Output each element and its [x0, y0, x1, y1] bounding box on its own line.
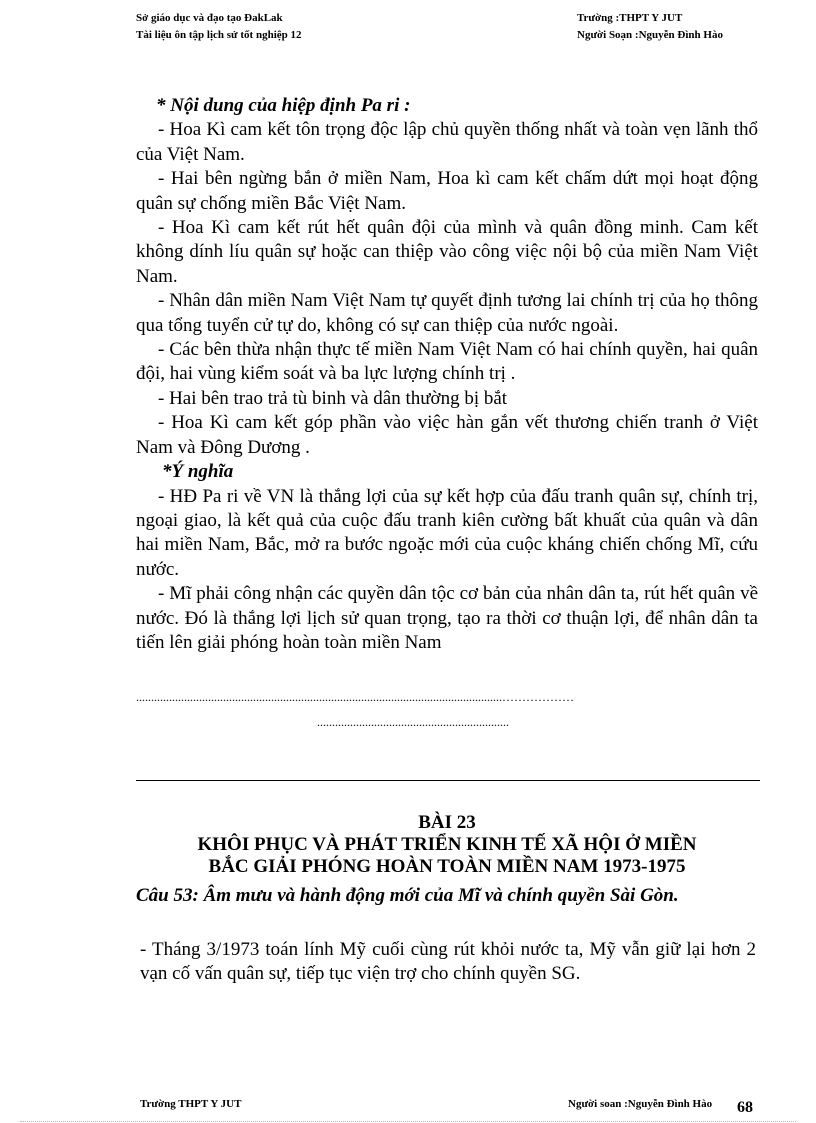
treaty-item: - Nhân dân miền Nam Việt Nam tự quyết định tương lai chính trị của họ thông qua tổng tuyển cử tự do, không có sự can thiệp của nước ngoài.	[136, 290, 758, 336]
treaty-item: - Hoa Kì cam kết tôn trọng độc lập chủ quyền thống nhất và toàn vẹn lãnh thổ của Việt Nam.	[136, 119, 758, 165]
header-left	[136, 10, 302, 44]
dotted-line-short: ................................................................	[317, 715, 509, 729]
lesson-number: BÀI 23	[418, 812, 476, 833]
footer-school: Trường THPT Y JUT	[140, 1098, 242, 1110]
main-content	[136, 94, 758, 655]
section-divider	[136, 780, 760, 781]
section-title-treaty-content: * Nội dung của hiệp định Pa ri :	[156, 95, 411, 116]
treaty-item: - Các bên thừa nhận thực tế miền Nam Việt Nam có hai chính quyền, hai quân đội, hai vùng kiểm soát và ba lực lượng chính trị .	[136, 339, 758, 385]
question-heading: Câu 53: Âm mưu và hành động mới của Mĩ và chính quyền Sài Gòn.	[136, 885, 679, 906]
header-school: Trường :THPT Y JUT	[577, 12, 683, 24]
significance-item: - Mĩ phải công nhận các quyền dân tộc cơ bản của nhân dân ta, rút hết quân về nước. Đó là thắng lợi lịch sử quan trọng, tạo ra thời cơ thuận lợi, để nhân dân ta tiến lên giải phóng hoàn toàn miền Nam	[136, 583, 758, 653]
treaty-item: - Hai bên ngừng bắn ở miền Nam, Hoa kì cam kết chấm dứt mọi hoạt động quân sự chống miền Bắc Việt Nam.	[136, 168, 758, 214]
lesson-title-line2: BẮC GIẢI PHÓNG HOÀN TOÀN MIỀN NAM 1973-1975	[208, 856, 686, 877]
dotted-line: ..........................................................................................................................………………	[136, 690, 574, 704]
section-title-significance: *Ý nghĩa	[162, 461, 234, 483]
treaty-item: - Hoa Kì cam kết rút hết quân đội của mình và quân đồng minh. Cam kết không dính líu quân sự hoặc can thiệp vào công việc nội bộ của miền Nam Việt Nam.	[136, 217, 758, 287]
header-document-title: Tài liệu ôn tập lịch sử tốt nghiệp 12	[136, 29, 302, 41]
header-department: Sở giáo dục và đạo tạo ĐakLak	[136, 12, 283, 24]
page-number: 68	[737, 1099, 753, 1116]
significance-item: - HĐ Pa ri về VN là thắng lợi của sự kết hợp của đấu tranh quân sự, chính trị, ngoại giao, là kết quả của cuộc đấu tranh kiên cường bất khuất của quân và dân hai miền Nam, Bắc, mở ra bước ngoặc mới của cuộc kháng chiến chống Mĩ, cứu nước.	[136, 485, 758, 580]
header-right	[577, 10, 723, 44]
lesson-heading	[136, 812, 758, 878]
treaty-item: - Hai bên trao trả tù binh và dân thường bị bắt	[158, 387, 508, 409]
lesson-title-line1: KHÔI PHỤC VÀ PHÁT TRIỂN KINH TẾ XÃ HỘI Ở MIỀN	[197, 834, 697, 855]
treaty-item: - Hoa Kì cam kết góp phần vào việc hàn gắn vết thương chiến tranh ở Việt Nam và Đông Dương .	[136, 412, 758, 458]
answer-paragraph: - Tháng 3/1973 toán lính Mỹ cuối cùng rút khỏi nước ta, Mỹ vẫn giữ lại hơn 2 vạn cố vấn quân sự, tiếp tục viện trợ cho chính quyền SG.	[140, 939, 756, 984]
footer-author: Người soan :Nguyễn Đình Hào	[568, 1098, 713, 1110]
footer-border	[20, 1121, 796, 1122]
header-author: Người Soạn :Nguyễn Đình Hào	[577, 29, 723, 41]
